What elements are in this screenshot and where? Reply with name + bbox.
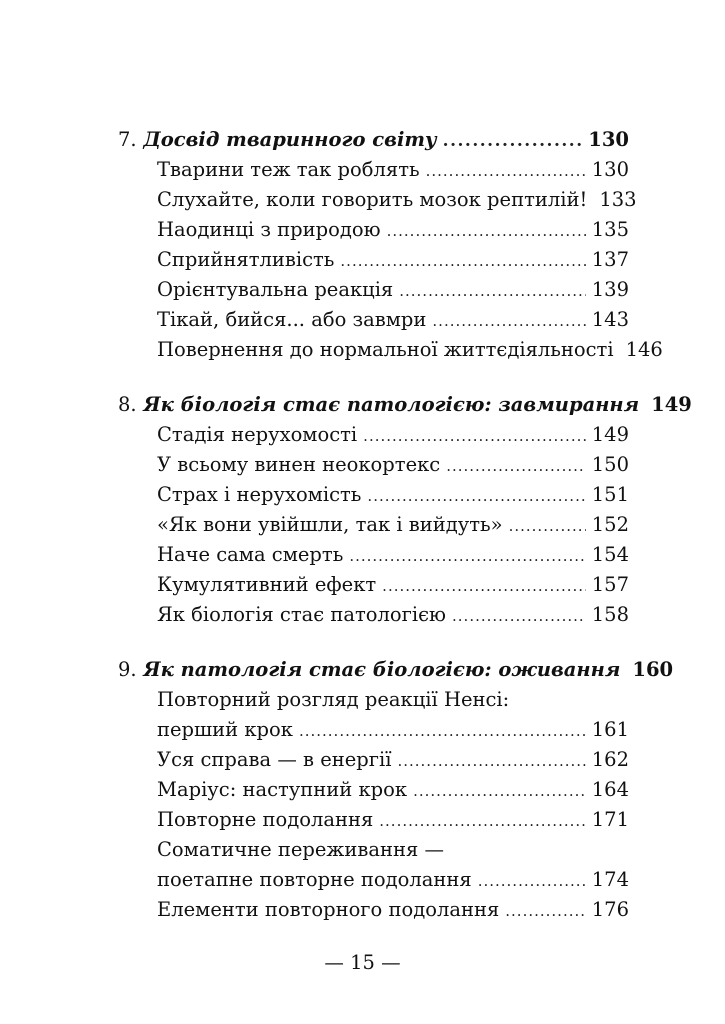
entry-title: Кумулятивний ефект (157, 573, 377, 596)
entry-page: 150 (591, 453, 629, 476)
entry-page: 135 (591, 218, 629, 241)
chapter-7 (118, 125, 663, 365)
entry-title: Наодинці з природою (157, 218, 381, 241)
dot-leader (299, 716, 586, 746)
entry-title: Тікай, бийся... або завмри (157, 308, 427, 331)
entry-title: Маріус: наступний крок (157, 778, 408, 801)
entry-page: 164 (591, 778, 629, 801)
chapter-page: 149 (651, 393, 692, 416)
toc-entry-first-line[interactable] (118, 685, 629, 715)
toc-entry[interactable] (118, 450, 629, 480)
toc-entry[interactable] (118, 775, 629, 805)
dot-leader (452, 601, 586, 631)
entry-page: 161 (591, 718, 629, 741)
entry-title: Страх і нерухомість (157, 483, 362, 506)
chapter-heading[interactable] (118, 125, 629, 155)
chapter-number: 7. (118, 128, 137, 151)
chapter-title: Як біологія стає патологією: завмирання (143, 393, 640, 416)
entry-title-line1: Повторний розгляд реакції Ненсі: (157, 688, 510, 711)
dot-leader (443, 126, 583, 156)
entry-page: 157 (591, 573, 629, 596)
toc-entry[interactable] (118, 420, 629, 450)
chapter-8 (118, 390, 692, 630)
dot-leader (426, 156, 586, 186)
chapter-title: Досвід тваринного світу (143, 128, 437, 151)
entry-title: Слухайте, коли говорить мозок рептилій! (157, 188, 588, 211)
toc-entry[interactable] (118, 540, 629, 570)
entry-title: Наче сама смерть (157, 543, 344, 566)
entry-page: 133 (599, 188, 637, 211)
entry-page: 171 (591, 808, 629, 831)
chapter-page: 130 (588, 128, 629, 151)
toc-entry[interactable] (118, 510, 629, 540)
chapter-title: Як патологія стає біологією: оживання (143, 658, 621, 681)
toc-entry-first-line[interactable] (118, 835, 629, 865)
toc-entry[interactable] (118, 715, 629, 745)
entry-page: 139 (591, 278, 629, 301)
dot-leader (509, 511, 586, 541)
entry-title: Уся справа — в енергії (157, 748, 392, 771)
chapter-heading[interactable] (118, 390, 692, 420)
toc-entry[interactable] (118, 865, 629, 895)
entry-title: Сприйнятливість (157, 248, 335, 271)
toc-entry[interactable] (118, 570, 629, 600)
entry-title: Тварини теж так роблять (157, 158, 420, 181)
dot-leader (413, 776, 586, 806)
entry-page: 143 (591, 308, 629, 331)
chapter-9 (118, 655, 674, 925)
entry-title: Стадія нерухомості (157, 423, 358, 446)
toc-entry[interactable] (118, 745, 629, 775)
toc-entry[interactable] (118, 185, 637, 215)
entry-page: 162 (591, 748, 629, 771)
entry-title: У всьому винен неокортекс (157, 453, 441, 476)
page-number-footer: — 15 — (324, 951, 401, 974)
entry-title: поетапне повторне подолання (157, 868, 472, 891)
toc-entry[interactable] (118, 335, 663, 365)
entry-page: 137 (591, 248, 629, 271)
dot-leader (446, 451, 586, 481)
entry-title: Орієнтувальна реакція (157, 278, 394, 301)
entry-page: 174 (591, 868, 629, 891)
entry-title: Як біологія стає патологією (157, 603, 447, 626)
entry-page: 149 (591, 423, 629, 446)
chapter-number: 9. (118, 658, 137, 681)
entry-title: «Як вони увійшли, так і вийдуть» (157, 513, 503, 536)
entry-page: 154 (591, 543, 629, 566)
dot-leader (349, 541, 585, 571)
chapter-heading[interactable] (118, 655, 674, 685)
dot-leader (399, 276, 586, 306)
toc-entry[interactable] (118, 600, 629, 630)
toc-entry[interactable] (118, 895, 629, 925)
chapter-number: 8. (118, 393, 137, 416)
entry-title: Повернення до нормальної життєдіяльності (157, 338, 614, 361)
toc-entry[interactable] (118, 480, 629, 510)
dot-leader (367, 481, 585, 511)
entry-title-line1: Соматичне переживання — (157, 838, 444, 861)
toc-entry[interactable] (118, 275, 629, 305)
toc-entry[interactable] (118, 805, 629, 835)
entry-page: 158 (591, 603, 629, 626)
dot-leader (505, 896, 586, 926)
toc-entry[interactable] (118, 245, 629, 275)
entry-page: 151 (591, 483, 629, 506)
toc-entry[interactable] (118, 215, 629, 245)
entry-title: перший крок (157, 718, 293, 741)
dot-leader (363, 421, 586, 451)
dot-leader (382, 571, 586, 601)
table-of-contents (118, 125, 692, 950)
entry-page: 130 (591, 158, 629, 181)
dot-leader (432, 306, 585, 336)
entry-title: Повторне подолання (157, 808, 374, 831)
dot-leader (478, 866, 586, 896)
entry-title: Елементи повторного подолання (157, 898, 500, 921)
toc-entry[interactable] (118, 155, 629, 185)
dot-leader (379, 806, 586, 836)
entry-page: 152 (591, 513, 629, 536)
dot-leader (397, 746, 585, 776)
toc-entry[interactable] (118, 305, 629, 335)
dot-leader (387, 216, 586, 246)
chapter-page: 160 (632, 658, 674, 681)
entry-page: 176 (591, 898, 629, 921)
dot-leader (340, 246, 585, 276)
entry-page: 146 (625, 338, 663, 361)
